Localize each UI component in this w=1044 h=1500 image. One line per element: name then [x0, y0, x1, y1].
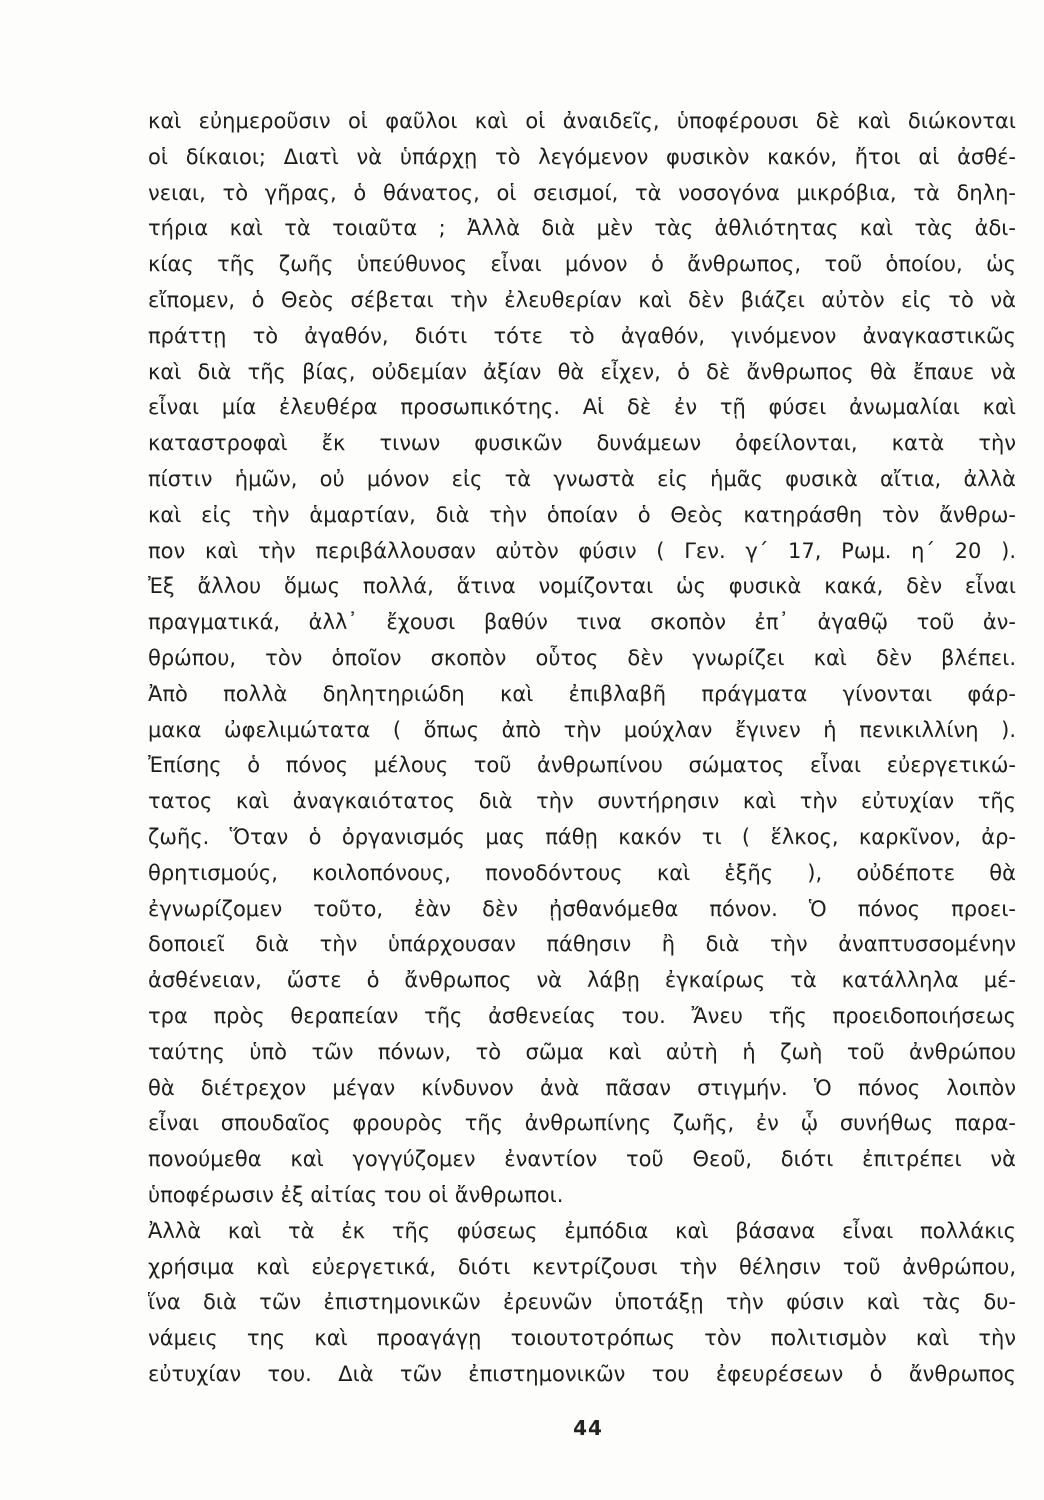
text-line: τρα πρὸς θεραπείαν τῆς ἀσθενείας του. Ἄνευ τῆς προειδοποιήσεως — [148, 1003, 1016, 1028]
text-line: ζωῆς. Ὅταν ὁ ὀργανισμός μας πάθῃ κακόν τι ( ἕλκος, καρκῖνον, ἀρ- — [148, 824, 1016, 849]
text-line: τήρια καὶ τὰ τοιαῦτα ; Ἀλλὰ διὰ μὲν τὰς ἀθλιότητας καὶ τὰς ἀδι- — [148, 216, 1016, 241]
text-line: ταύτης ὑπὸ τῶν πόνων, τὸ σῶμα καὶ αὐτὴ ἡ ζωὴ τοῦ ἀνθρώπου — [148, 1039, 1016, 1064]
text-line: πραγματικά, ἀλλ᾽ ἔχουσι βαθύν τινα σκοπὸν ἐπ᾽ ἀγαθῷ τοῦ ἀν- — [148, 610, 1016, 635]
text-line: μακα ὠφελιμώτατα ( ὅπως ἀπὸ τὴν μούχλαν ἔγινεν ἡ πενικιλλίνη ). — [148, 717, 1016, 742]
text-line: οἱ δίκαιοι; Διατὶ νὰ ὑπάρχῃ τὸ λεγόμενον φυσικὸν κακόν, ἤτοι αἱ ἀσθέ- — [148, 144, 1016, 169]
text-line: θὰ διέτρεχον μέγαν κίνδυνον ἀνὰ πᾶσαν στιγμήν. Ὁ πόνος λοιπὸν — [148, 1075, 1016, 1100]
text-line: καταστροφαὶ ἔκ τινων φυσικῶν δυνάμεων ὀφείλονται, κατὰ τὴν — [148, 431, 1016, 456]
text-line-paragraph-start: Ἀλλὰ καὶ τὰ ἐκ τῆς φύσεως ἐμπόδια καὶ βάσανα εἶναι πολλάκις — [148, 1218, 1016, 1243]
text-line: ἀσθένειαν, ὥστε ὁ ἄνθρωπος νὰ λάβῃ ἐγκαίρως τὰ κατάλληλα μέ- — [148, 968, 1016, 993]
page-number: 44 — [573, 1416, 603, 1440]
text-line-paragraph-end: ὑποφέρωσιν ἐξ αἰτίας του οἱ ἄνθρωποι. — [148, 1182, 564, 1207]
text-line: ἵνα διὰ τῶν ἐπιστημονικῶν ἐρευνῶν ὑποτάξῃ τὴν φύσιν καὶ τὰς δυ- — [148, 1290, 1016, 1315]
text-line: εὐτυχίαν του. Διὰ τῶν ἐπιστημονικῶν του ἐφευρέσεων ὁ ἄνθρωπος — [148, 1361, 1016, 1386]
text-line: τατος καὶ ἀναγκαιότατος διὰ τὴν συντήρησιν καὶ τὴν εὐτυχίαν τῆς — [148, 789, 1016, 814]
text-line: θρώπου, τὸν ὁποῖον σκοπὸν οὗτος δὲν γνωρίζει καὶ δὲν βλέπει. — [148, 645, 1016, 670]
text-line: ἐγνωρίζομεν τοῦτο, ἐὰν δὲν ᾐσθανόμεθα πόνον. Ὁ πόνος προει- — [148, 896, 1016, 921]
text-line: εἴπομεν, ὁ Θεὸς σέβεται τὴν ἐλευθερίαν καὶ δὲν βιάζει αὐτὸν εἰς τὸ νὰ — [148, 287, 1016, 312]
text-line: πίστιν ἡμῶν, οὐ μόνον εἰς τὰ γνωστὰ εἰς ἡμᾶς φυσικὰ αἴτια, ἀλλὰ — [148, 466, 1016, 491]
text-line: καὶ εἰς τὴν ἁμαρτίαν, διὰ τὴν ὁποίαν ὁ Θεὸς κατηράσθη τὸν ἄνθρω- — [148, 502, 1016, 527]
text-line: εἶναι σπουδαῖος φρουρὸς τῆς ἀνθρωπίνης ζωῆς, ἐν ᾧ συνήθως παρα- — [148, 1111, 1016, 1136]
text-line: νάμεις της καὶ προαγάγῃ τοιουτοτρόπως τὸν πολιτισμὸν καὶ τὴν — [148, 1326, 1016, 1351]
body-text — [148, 104, 1016, 1393]
text-line: νειαι, τὸ γῆρας, ὁ θάνατος, οἱ σεισμοί, τὰ νοσογόνα μικρόβια, τὰ δηλη- — [148, 180, 1016, 205]
text-line: Ἐπίσης ὁ πόνος μέλους τοῦ ἀνθρωπίνου σώματος εἶναι εὐεργετικώ- — [148, 753, 1016, 778]
text-line: καὶ εὐημεροῦσιν οἱ φαῦλοι καὶ οἱ ἀναιδεῖς, ὑποφέρουσι δὲ καὶ διώκονται — [148, 109, 1016, 133]
text-line: δοποιεῖ διὰ τὴν ὑπάρχουσαν πάθησιν ἢ διὰ τὴν ἀναπτυσσομένην — [148, 932, 1016, 957]
text-line: εἶναι μία ἐλευθέρα προσωπικότης. Αἱ δὲ ἐν τῇ φύσει ἀνωμαλίαι καὶ — [148, 395, 1016, 420]
text-line: καὶ διὰ τῆς βίας, οὐδεμίαν ἀξίαν θὰ εἶχεν, ὁ δὲ ἄνθρωπος θὰ ἔπαυε νὰ — [148, 359, 1016, 384]
text-line: Ἀπὸ πολλὰ δηλητηριώδη καὶ ἐπιβλαβῆ πράγματα γίνονται φάρ- — [148, 681, 1016, 706]
text-line: πράττῃ τὸ ἀγαθόν, διότι τότε τὸ ἀγαθόν, γινόμενον ἀναγκαστικῶς — [148, 323, 1016, 348]
text-line: χρήσιμα καὶ εὐεργετικά, διότι κεντρίζουσι τὴν θέλησιν τοῦ ἀνθρώπου, — [148, 1254, 1016, 1279]
text-line: κίας τῆς ζωῆς ὑπεύθυνος εἶναι μόνον ὁ ἄνθρωπος, τοῦ ὁποίου, ὡς — [148, 252, 1016, 277]
text-line: πον καὶ τὴν περιβάλλουσαν αὐτὸν φύσιν ( Γεν. γ΄ 17, Ρωμ. η΄ 20 ). — [148, 538, 1016, 563]
text-line: πονούμεθα καὶ γογγύζομεν ἐναντίον τοῦ Θεοῦ, διότι ἐπιτρέπει νὰ — [148, 1147, 1016, 1172]
text-line: θρητισμούς, κοιλοπόνους, πονοδόντους καὶ ἑξῆς ), οὐδέποτε θὰ — [148, 860, 1016, 885]
text-line: Ἐξ ἄλλου ὅμως πολλά, ἅτινα νομίζονται ὡς φυσικὰ κακά, δὲν εἶναι — [148, 574, 1016, 599]
